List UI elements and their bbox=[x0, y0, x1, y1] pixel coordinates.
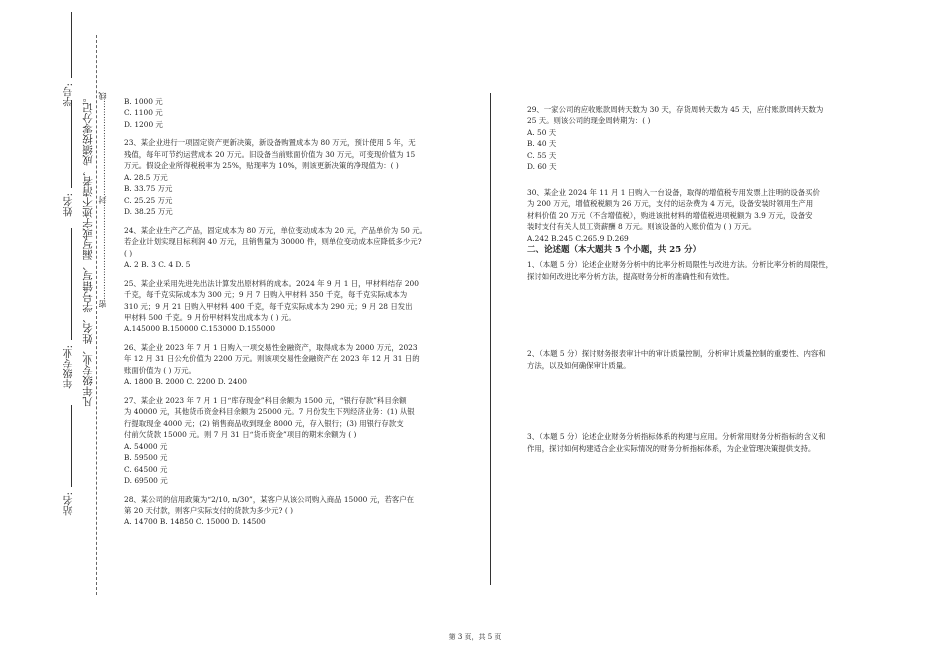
question-stem-line: 材料价值 20 万元（不含增值税），购进该批材料的增值税进项税额为 3.9 万元，设备安 bbox=[527, 210, 813, 220]
page-footer: 第 3 页，共 5 页 bbox=[448, 633, 502, 641]
question-stem-line: 行提取现金 4000 元；(2) 销售商品收到现金 8000 元，存入银行；(3) 用银行存款支 bbox=[124, 418, 404, 428]
question-27 bbox=[124, 395, 479, 487]
exam-site-label: 站名: bbox=[64, 492, 75, 516]
student-id-label: 学号: bbox=[64, 83, 75, 107]
question-stem-line: 30、某企业 2024 年 11 月 1 日购入一台设备，取得的增值税专用发票上注明的设备买价 bbox=[527, 187, 820, 197]
seal-line-text: 密………………………………封………………………………线 bbox=[98, 92, 107, 308]
question-25 bbox=[124, 278, 479, 335]
question-stem-line: 第 20 天付款，则客户实际支付的货款为多少元? ( ) bbox=[124, 506, 293, 515]
question-stem-line: 千克，每千克实际成本为 300 元；9 月 7 日购入甲材料 350 千克，每千克实际成本为 bbox=[124, 290, 408, 300]
option-a: A. 28.5 万元 bbox=[124, 172, 168, 182]
option-d: D. 38.25 万元 bbox=[124, 207, 173, 217]
right-column bbox=[527, 104, 867, 454]
option-c: C. 25.25 万元 bbox=[124, 195, 173, 205]
question-stem-line: 310 元；9 月 21 日购入甲材料 400 千克，每千克实际成本为 290 元；9 月 28 日发出 bbox=[124, 301, 413, 311]
question-stem-line: 27、某企业 2023 年 7 月 1 日“库存现金”科目余额为 1500 元，“银行存款”科目余额 bbox=[124, 395, 407, 405]
exam-site-blank bbox=[71, 405, 72, 487]
option-a: A. 54000 元 bbox=[124, 441, 168, 451]
question-23 bbox=[124, 137, 479, 217]
question-stem-line: 为 200 万元，增值税税额为 26 万元，支付的运杂费为 4 万元，设备安装时领用生产用 bbox=[527, 199, 814, 209]
essay-line: 2、（本题 5 分）探讨财务报表审计中的审计质量控制，分析审计质量控制的重要性、内容和 bbox=[527, 349, 826, 359]
question-stem-line: ( ) bbox=[124, 248, 133, 258]
left-column bbox=[124, 96, 479, 528]
question-stem-line: 甲材料 500 千克。9 月份甲材料发出成本为 ( ) 元。 bbox=[124, 312, 296, 322]
question-stem-line: 为 40000 元，其他货币资金科目余额为 25000 元。7 月份发生下列经济业务：(1) 从银 bbox=[124, 407, 415, 417]
binding-notice: 凡年级专业、姓名、学号错写、漏写或字迹不清者，成绩按零分记。 bbox=[82, 92, 94, 407]
question-stem-line: 26、某企业 2023 年 7 月 1 日购入一项交易性金融资产，取得成本为 2000 万元，2023 bbox=[124, 342, 418, 352]
essay-2 bbox=[527, 348, 867, 371]
question-stem-line: 若企业计划实现目标利润 40 万元，且销售量为 30000 件，则单位变动成本应降低多少元? bbox=[124, 237, 422, 247]
question-stem-line: 23、某企业进行一项固定资产更新决策，新设备购置成本为 80 万元，预计使用 5 年，无 bbox=[124, 138, 416, 148]
option-line: D. 1200 元 bbox=[124, 119, 163, 129]
student-id-blank bbox=[71, 12, 72, 78]
question-stem-line: 24、某企业生产乙产品，固定成本为 80 万元，单位变动成本为 20 元，产品单价为 50 元。 bbox=[124, 225, 427, 235]
name-label: 姓名: bbox=[64, 193, 75, 217]
option-b: B. 59500 元 bbox=[124, 453, 168, 463]
essay-line: 作用，探讨如何构建适合企业实际情况的财务分析指标体系，为企业管理决策提供支持。 bbox=[527, 443, 816, 453]
essay-1 bbox=[527, 259, 867, 282]
question-stem-line: 年 12 月 31 日公允价值为 2200 万元。则该项交易性金融资产在 2023 年 12 月 31 日的 bbox=[124, 354, 420, 364]
essay-3 bbox=[527, 431, 867, 454]
option-a: A. 50 天 bbox=[527, 127, 557, 137]
question-stem-line: 残值，每年可节约运营成本 20 万元。旧设备当前账面价值为 30 万元，可变现价值为 15 bbox=[124, 149, 416, 159]
question-stem-line: 25 天。则该公司的现金周转期为：( ) bbox=[527, 116, 651, 126]
name-blank bbox=[71, 100, 72, 188]
question-26 bbox=[124, 342, 479, 388]
essay-line: 方法，以及如何确保审计质量。 bbox=[527, 360, 631, 370]
essay-line: 3、（本题 5 分）论述企业财务分析指标体系的构建与应用。分析常用财务分析指标的含义和 bbox=[527, 432, 826, 442]
question-stem-line: 29、一家公司的应收账款周转天数为 30 天，存货周转天数为 45 天，应付账款周转天数为 bbox=[527, 105, 824, 114]
section-title: 二、论述题（本大题共 5 个小题，共 25 分） bbox=[527, 245, 702, 256]
option-line: B. 1000 元 bbox=[124, 97, 163, 106]
seal-dashed-line bbox=[96, 35, 97, 595]
question-29 bbox=[527, 104, 867, 173]
option-d: D. 69500 元 bbox=[124, 476, 168, 486]
question-stem-line: 付前欠货款 15000 元。则 7 月 31 日“货币资金”项目的期末余额为 ( ) bbox=[124, 430, 357, 440]
essay-line: 探讨如何改进比率分析方法，提高财务分析的准确性和有效性。 bbox=[527, 271, 734, 281]
option-d: D. 60 天 bbox=[527, 162, 557, 172]
question-stem-line: 账面价值为 ( ) 万元。 bbox=[124, 365, 196, 375]
options-line: A. 2 B. 3 C. 4 D. 5 bbox=[124, 260, 191, 270]
question-28 bbox=[124, 494, 479, 528]
options-line: A.242 B.245 C.265.9 D.269 bbox=[527, 233, 629, 243]
question-stem-line: 装时支付有关人员工资薪酬 8 万元。则该设备的入账价值为 ( ) 万元。 bbox=[527, 222, 757, 232]
question-stem-line: 28、某公司的信用政策为“2/10, n/30”，某客户从该公司购入商品 15000 元，若客户在 bbox=[124, 494, 415, 504]
options-line: A. 1800 B. 2000 C. 2200 D. 2400 bbox=[124, 377, 247, 387]
question-stem-line: 万元。假设企业所得税税率为 25%，贴现率为 10%，则该更新决策的净现值为：( ) bbox=[124, 161, 399, 171]
option-c: C. 64500 元 bbox=[124, 464, 168, 474]
options-line: A. 14700 B. 14850 C. 15000 D. 14500 bbox=[124, 517, 266, 527]
column-divider bbox=[490, 93, 491, 585]
major-blank bbox=[71, 228, 72, 340]
question-24 bbox=[124, 225, 479, 271]
question-30 bbox=[527, 187, 867, 244]
major-label: 年级专业: bbox=[64, 345, 75, 389]
option-b: B. 40 天 bbox=[527, 139, 557, 149]
option-c: C. 55 天 bbox=[527, 150, 557, 160]
essay-line: 1、（本题 5 分）论述企业财务分析中的比率分析局限性与改进方法。分析比率分析的局限性， bbox=[527, 260, 834, 270]
option-b: B. 33.75 万元 bbox=[124, 184, 173, 194]
option-line: C. 1100 元 bbox=[124, 108, 163, 118]
question-stem-line: 25、某企业采用先进先出法计算发出原材料的成本。2024 年 9 月 1 日，甲材料结存 200 bbox=[124, 278, 419, 288]
options-line: A.145000 B.150000 C.153000 D.155000 bbox=[124, 324, 276, 334]
